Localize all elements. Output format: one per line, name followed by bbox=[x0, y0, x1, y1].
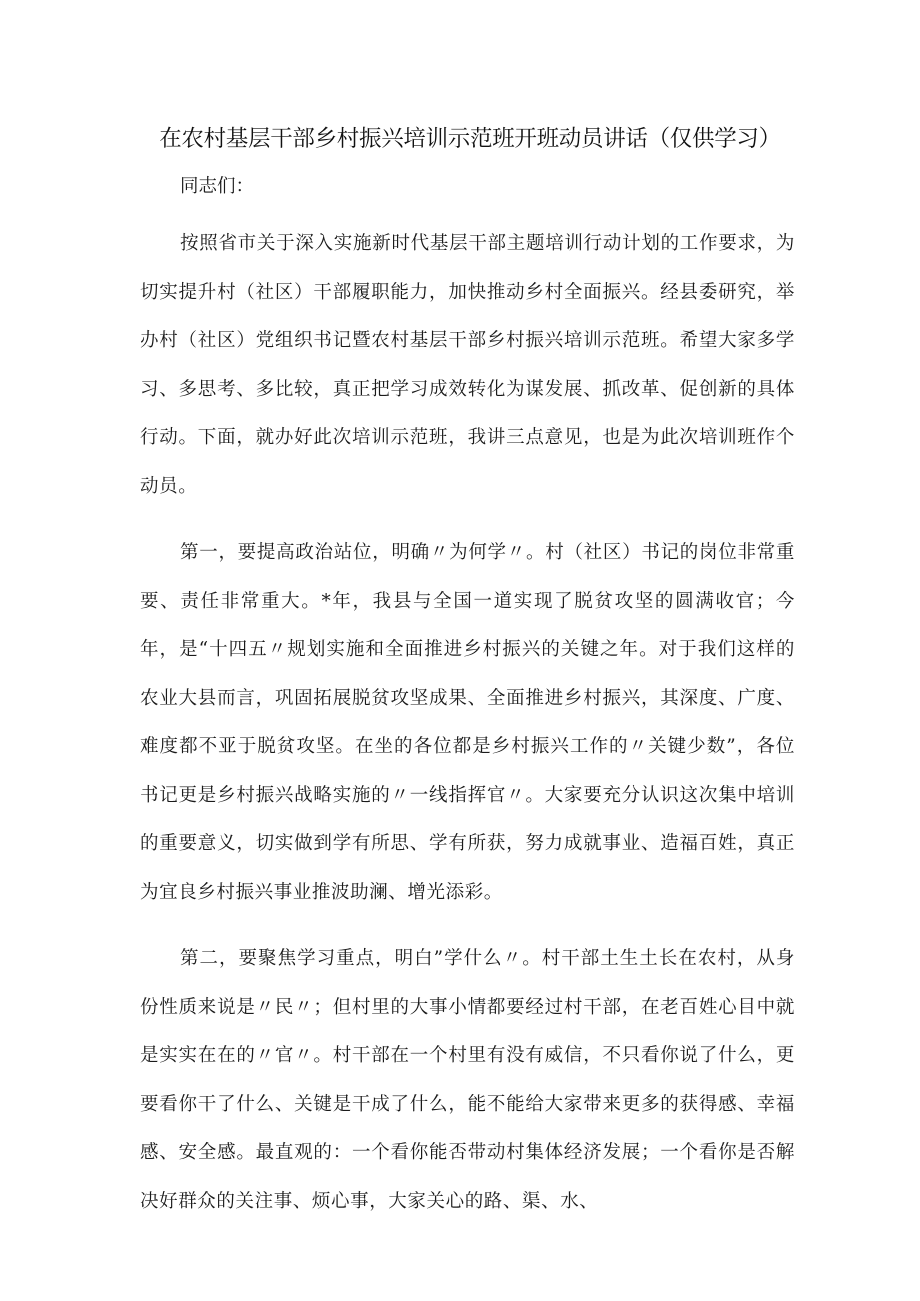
document-body bbox=[140, 172, 795, 1226]
document-title: 在农村基层干部乡村振兴培训示范班开班动员讲话（仅供学习） bbox=[159, 126, 781, 152]
paragraph-intro: 按照省市关于深入实施新时代基层干部主题培训行动计划的工作要求，为切实提升村（社区）干部履职能力，加快推动乡村全面振兴。经县委研究，举办村（社区）党组织书记暨农村基层干部乡村振兴培训示范班。希望大家多学习、多思考、多比较，真正把学习成效转化为谋发展、抓改革、促创新的具体行动。下面，就办好此次培训示范班，我讲三点意见，也是为此次培训班作个动员。 bbox=[140, 233, 795, 497]
paragraph-point-one: 第一，要提高政治站位，明确〃为何学〃。村（社区）书记的岗位非常重要、责任非常重大。*年，我县与全国一道实现了脱贫攻坚的圆满收官；今年，是“十四五〃规划实施和全面推进乡村振兴的关键之年。对于我们这样的农业大县而言，巩固拓展脱贫攻坚成果、全面推进乡村振兴，其深度、广度、难度都不亚于脱贫攻坚。在坐的各位都是乡村振兴工作的〃关键少数”，各位书记更是乡村振兴战略实施的〃一线指挥官〃。大家要充分认识这次集中培训的重要意义，切实做到学有所思、学有所获，努力成就事业、造福百姓，真正为宜良乡村振兴事业推波助澜、增光添彩。 bbox=[140, 542, 795, 903]
paragraph-point-two: 第二，要聚焦学习重点，明白”学什么〃。村干部土生土长在农村，从身份性质来说是〃民〃；但村里的大事小情都要经过村干部，在老百姓心目中就是实实在在的〃官〃。村干部在一个村里有没有威信，不只看你说了什么，更要看你干了什么、关键是干成了什么，能不能给大家带来更多的获得感、幸福感、安全感。最直观的：一个看你能否带动村集体经济发展；一个看你是否解决好群众的关注事、烦心事，大家关心的路、渠、水、 bbox=[140, 948, 795, 1212]
salutation: 同志们： bbox=[180, 176, 255, 197]
